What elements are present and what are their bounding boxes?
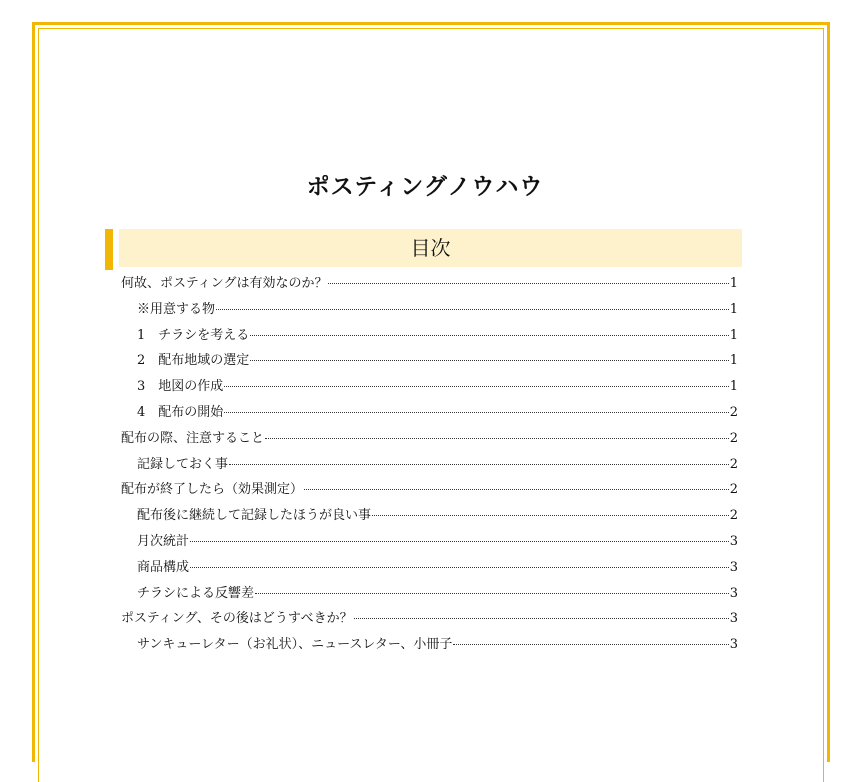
toc-entry[interactable]: [121, 632, 738, 658]
toc-entry[interactable]: [121, 348, 738, 374]
toc-entry[interactable]: [121, 477, 738, 503]
toc-dot-leader: [453, 644, 728, 645]
toc-entry-label: 1 チラシを考える: [137, 327, 250, 343]
toc-page-number: 3: [729, 585, 738, 601]
toc-page-number: 3: [729, 533, 738, 549]
toc-dot-leader: [250, 360, 728, 361]
toc-heading-block: [105, 229, 742, 267]
toc-entry-label: 商品構成: [137, 559, 190, 575]
toc-dot-leader: [354, 618, 729, 619]
toc-page-number: 3: [729, 637, 738, 653]
toc-entry-label: 配布の際、注意すること: [121, 430, 265, 446]
toc-dot-leader: [216, 309, 729, 310]
toc-page-number: 3: [729, 559, 738, 575]
toc-entry[interactable]: [121, 426, 738, 452]
toc-entry-label: 2 配布地域の選定: [137, 353, 250, 369]
toc-entry[interactable]: [121, 452, 738, 478]
toc-entry-label: 配布が終了したら（効果測定）: [121, 482, 304, 498]
toc-entry[interactable]: [121, 503, 738, 529]
toc-page-number: 1: [729, 379, 738, 395]
toc-page-number: 1: [729, 353, 738, 369]
toc-entry-label: 3 地図の作成: [137, 379, 224, 395]
toc-entry[interactable]: [121, 271, 738, 297]
toc-entry[interactable]: [121, 323, 738, 349]
toc-dot-leader: [190, 567, 729, 568]
toc-dot-leader: [250, 335, 728, 336]
toc-heading-accent-bar: [105, 229, 113, 270]
toc-entry[interactable]: [121, 555, 738, 581]
toc-page-number: 1: [729, 327, 738, 343]
toc-entry[interactable]: [121, 606, 738, 632]
toc-dot-leader: [328, 283, 728, 284]
document-title: ポスティングノウハウ: [306, 173, 544, 200]
toc-entry-label: 4 配布の開始: [137, 404, 224, 420]
toc-entry-label: 月次統計: [137, 533, 190, 549]
toc-dot-leader: [304, 489, 729, 490]
toc-page-number: 2: [729, 404, 738, 420]
toc-page-number: 2: [729, 482, 738, 498]
toc-entry[interactable]: [121, 581, 738, 607]
toc-entry[interactable]: [121, 297, 738, 323]
toc-entry[interactable]: [121, 374, 738, 400]
table-of-contents: [121, 271, 738, 658]
toc-dot-leader: [224, 412, 728, 413]
toc-heading: 目次: [119, 229, 742, 267]
toc-dot-leader: [255, 593, 729, 594]
toc-entry-label: チラシによる反響差: [137, 585, 255, 601]
toc-dot-leader: [265, 438, 729, 439]
toc-dot-leader: [190, 541, 729, 542]
toc-page-number: 1: [729, 301, 738, 317]
toc-dot-leader: [372, 515, 729, 516]
toc-entry-label: ポスティング、その後はどうすべきか？: [121, 611, 353, 627]
toc-entry[interactable]: [121, 400, 738, 426]
toc-entry-label: 記録しておく事: [137, 456, 229, 472]
toc-entry-label: 配布後に継続して記録したほうが良い事: [137, 508, 372, 524]
toc-entry-label: サンキューレター（お礼状）、ニュースレター、小冊子: [137, 637, 453, 653]
toc-dot-leader: [224, 386, 728, 387]
toc-page-number: 2: [729, 508, 738, 524]
toc-page-number: 2: [729, 430, 738, 446]
toc-entry-label: ※用意する物: [137, 301, 216, 317]
toc-page-number: 3: [729, 611, 738, 627]
toc-entry[interactable]: [121, 529, 738, 555]
toc-entry-label: 何故、ポスティングは有効なのか？: [121, 276, 328, 291]
toc-page-number: 1: [729, 276, 738, 291]
toc-dot-leader: [229, 464, 729, 465]
toc-page-number: 2: [729, 456, 738, 472]
